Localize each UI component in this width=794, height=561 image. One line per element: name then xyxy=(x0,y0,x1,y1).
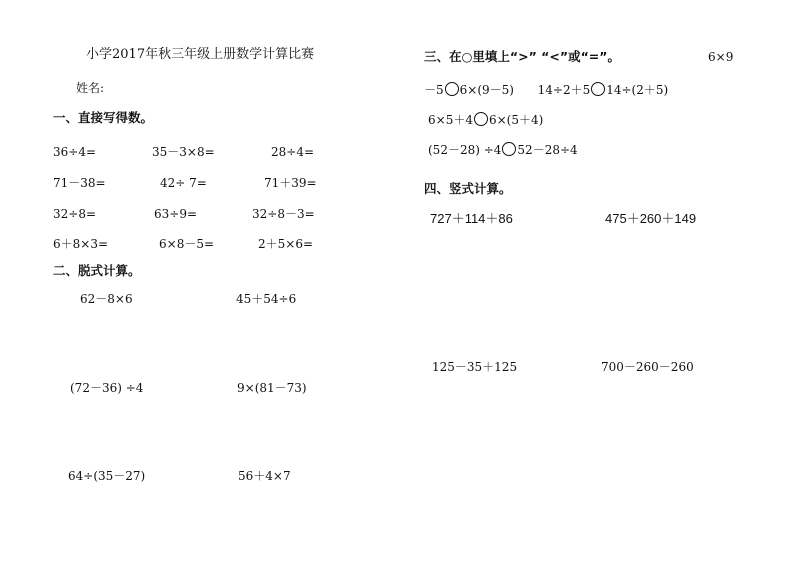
problem-4-2: 6×8－5= xyxy=(159,237,215,251)
problem-4-1: 6＋8×3= xyxy=(53,237,109,251)
problem-3-3: 32÷8－3= xyxy=(252,207,315,221)
answer-circle-3[interactable] xyxy=(474,112,488,126)
section1-heading: 一、直接写得数。 xyxy=(53,110,154,125)
vertical-problem-1: 727＋114＋86 xyxy=(430,211,513,226)
answer-circle-2[interactable] xyxy=(591,82,605,96)
compare-2-right: 14÷(2＋5) xyxy=(606,83,669,97)
problem-4-3: 2＋5×6= xyxy=(258,237,314,251)
calc-problem-1: 62－8×6 xyxy=(80,292,133,306)
calc-problem-3: (72－36) ÷4 xyxy=(70,381,144,395)
name-label: 姓名: xyxy=(76,81,105,95)
compare-carry-expression: 6×9 xyxy=(708,50,734,64)
problem-1-3: 28÷4= xyxy=(271,145,315,159)
section4-heading: 四、竖式计算。 xyxy=(424,181,512,196)
problem-1-1: 36÷4= xyxy=(53,145,97,159)
problem-2-1: 71－38= xyxy=(53,176,106,190)
compare-4-left: (52－28) ÷4 xyxy=(428,143,502,157)
calc-problem-6: 56＋4×7 xyxy=(238,469,291,483)
answer-circle-1[interactable] xyxy=(445,82,459,96)
vertical-problem-3: 125－35＋125 xyxy=(432,360,518,374)
problem-1-2: 35－3×8= xyxy=(152,145,215,159)
compare-row-2 xyxy=(428,112,543,127)
calc-problem-4: 9×(81－73) xyxy=(237,381,307,395)
compare-4-right: 52－28÷4 xyxy=(517,143,578,157)
compare-3-right: 6×(5＋4) xyxy=(488,113,544,127)
vertical-problem-2: 475＋260＋149 xyxy=(605,211,697,226)
compare-row-3 xyxy=(428,142,578,157)
vertical-problem-4: 700－260－260 xyxy=(601,360,694,374)
compare-row-1 xyxy=(424,82,668,97)
problem-3-2: 63÷9= xyxy=(154,207,198,221)
compare-3-left: 6×5＋4 xyxy=(428,113,473,127)
calc-problem-5: 64÷(35－27) xyxy=(68,469,146,483)
calc-problem-2: 45＋54÷6 xyxy=(236,292,297,306)
section2-heading: 二、脱式计算。 xyxy=(53,263,141,278)
problem-3-1: 32÷8= xyxy=(53,207,97,221)
problem-2-2: 42÷ 7= xyxy=(160,176,207,190)
section3-heading: 三、在○里填上“>” “<”或“=”。 xyxy=(424,49,620,64)
compare-2-left: 14÷2＋5 xyxy=(537,83,591,97)
answer-circle-4[interactable] xyxy=(502,142,516,156)
problem-2-3: 71＋39= xyxy=(264,176,317,190)
compare-1-left: －5 xyxy=(424,83,444,97)
compare-1-right: 6×(9－5) xyxy=(459,83,514,97)
page-title: 小学2017年秋三年级上册数学计算比赛 xyxy=(86,47,315,62)
